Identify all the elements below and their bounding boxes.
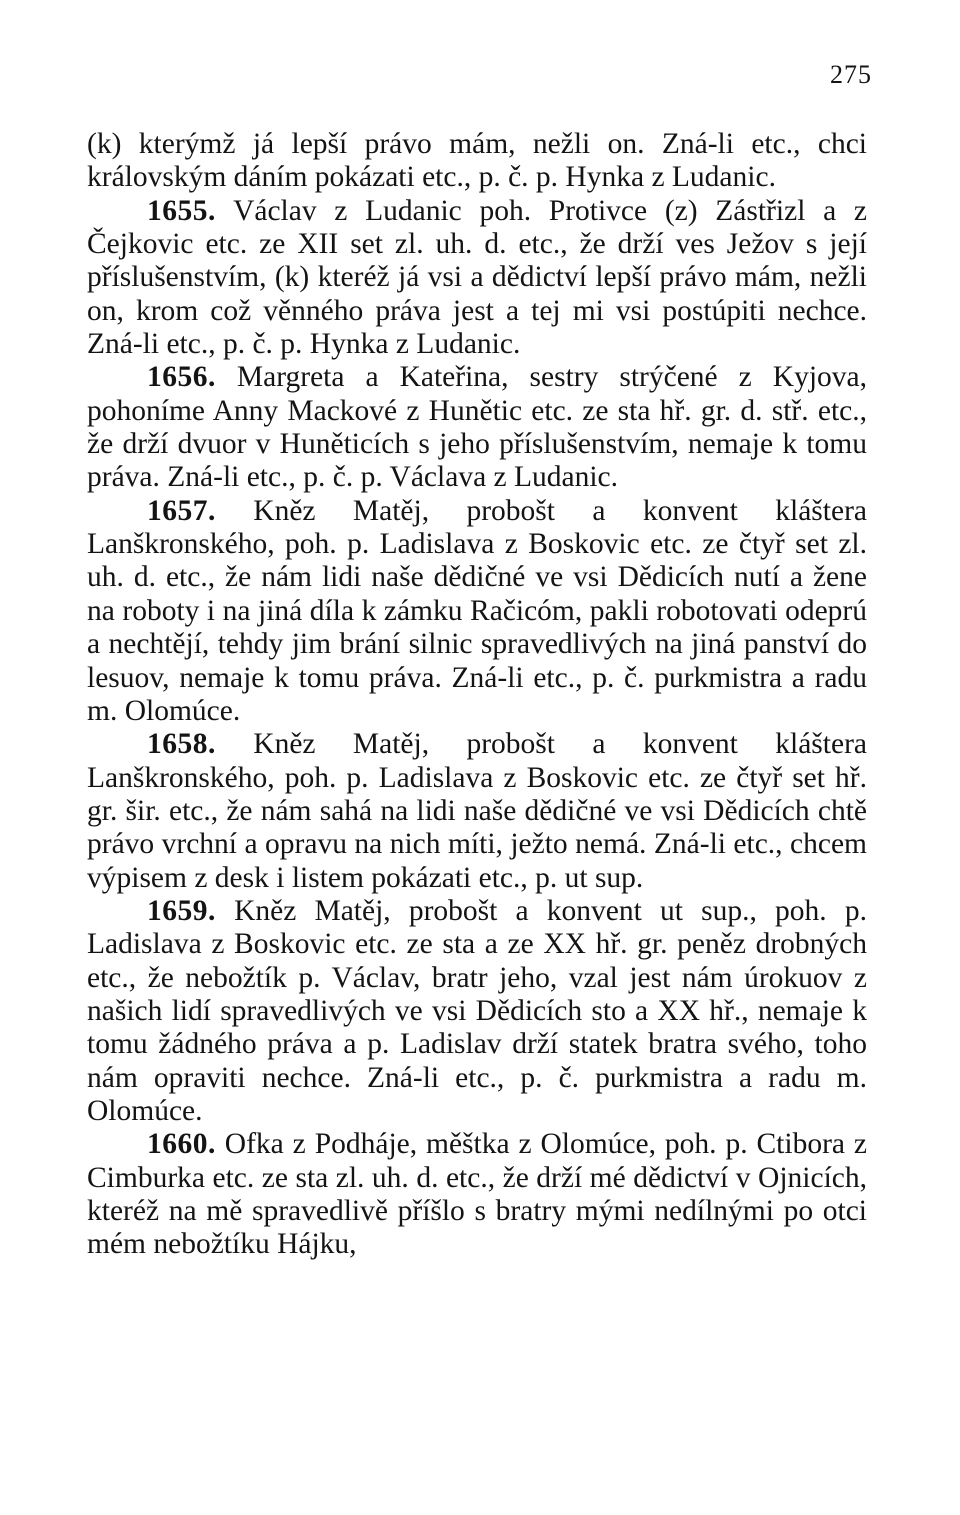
entry-1658 <box>87 728 867 895</box>
entry-number: 1657. <box>147 494 216 527</box>
entry-1660 <box>87 1128 867 1261</box>
page-number: 275 <box>830 60 872 89</box>
paragraph-text: (k) kterýmž já lepší právo mám, nežli on. Zná-li etc., chci královským dáním pokázati etc., p. č. p. Hynka z Ludanic. <box>87 128 867 194</box>
entry-number: 1658. <box>147 728 216 761</box>
entry-text: Ofka z Podháje, měštka z Olomúce, poh. p. Ctibora z Cimburka etc. ze sta zl. uh. d. etc., že drží mé dědictví v Ojnicích, kteréž na mě spravedlivě příšlo s bratry mými nedílnými po otci mém nebožtíku Hájku, <box>87 1128 867 1261</box>
entry-text: Kněz Matěj, probošt a konvent kláštera Lanškronského, poh. p. Ladislava z Boskovic etc. ze čtyř set zl. uh. d. etc., že nám lidi naše dědičné ve vsi Dědicích nutí a žene na roboty i na jiná díla k zámku Račicóm, pakli robotovati odeprú a nechtějí, tehdy jim brání silnic spravedlivých na jiná panství do lesuov, nemaje k tomu práva. Zná-li etc., p. č. purkmistra a radu m. Olomúce. <box>87 494 867 727</box>
entry-text: Václav z Ludanic poh. Protivce (z) Zástřizl a z Čejkovic etc. ze XII set zl. uh. d. etc., že drží ves Ježov s její příslušenstvím, (k) kteréž já vsi a dědictví lepší právo mám, nežli on, krom což věnného práva jest a tej mi vsi postúpiti nechce. Zná-li etc., p. č. p. Hynka z Ludanic. <box>87 194 867 361</box>
entry-1656 <box>87 361 867 494</box>
entry-number: 1660. <box>147 1128 216 1161</box>
entry-text: Margreta a Kateřina, sestry strýčené z Kyjova, pohoníme Anny Mackové z Hunětic etc. ze sta hř. gr. d. stř. etc., že drží dvuor v Huněticích s jeho příslušenstvím, nemaje k tomu práva. Zná-li etc., p. č. p. Václava z Ludanic. <box>87 361 867 494</box>
entry-text: Kněz Matěj, probošt a konvent kláštera Lanškronského, poh. p. Ladislava z Boskovic etc. ze čtyř set hř. gr. šir. etc., že nám sahá na lidi naše dědičné ve vsi Dědicích chtě právo vrchní a opravu na nich míti, ježto nemá. Zná-li etc., chcem výpisem z desk i listem pokázati etc., p. ut sup. <box>87 728 867 894</box>
entry-text: Kněz Matěj, probošt a konvent ut sup., poh. p. Ladislava z Boskovic etc. ze sta a ze XX hř. gr. peněz drobných etc., že nebožtík p. Václav, bratr jeho, vzal jest nám úrokuov z našich lidí spravedlivých ve vsi Dědicích sto a XX hř., nemaje k tomu žádného práva a p. Ladislav drží statek bratra svého, toho nám opraviti nechce. Zná-li etc., p. č. purkmistra a radu m. Olomúce. <box>87 894 867 1127</box>
entry-1659 <box>87 895 867 1128</box>
body-text <box>87 128 867 1262</box>
entry-number: 1655. <box>147 194 216 227</box>
entry-1655 <box>87 195 867 362</box>
paragraph-continuation <box>87 128 867 195</box>
entry-number: 1656. <box>147 361 216 394</box>
entry-number: 1659. <box>147 894 216 927</box>
entry-1657 <box>87 495 867 728</box>
